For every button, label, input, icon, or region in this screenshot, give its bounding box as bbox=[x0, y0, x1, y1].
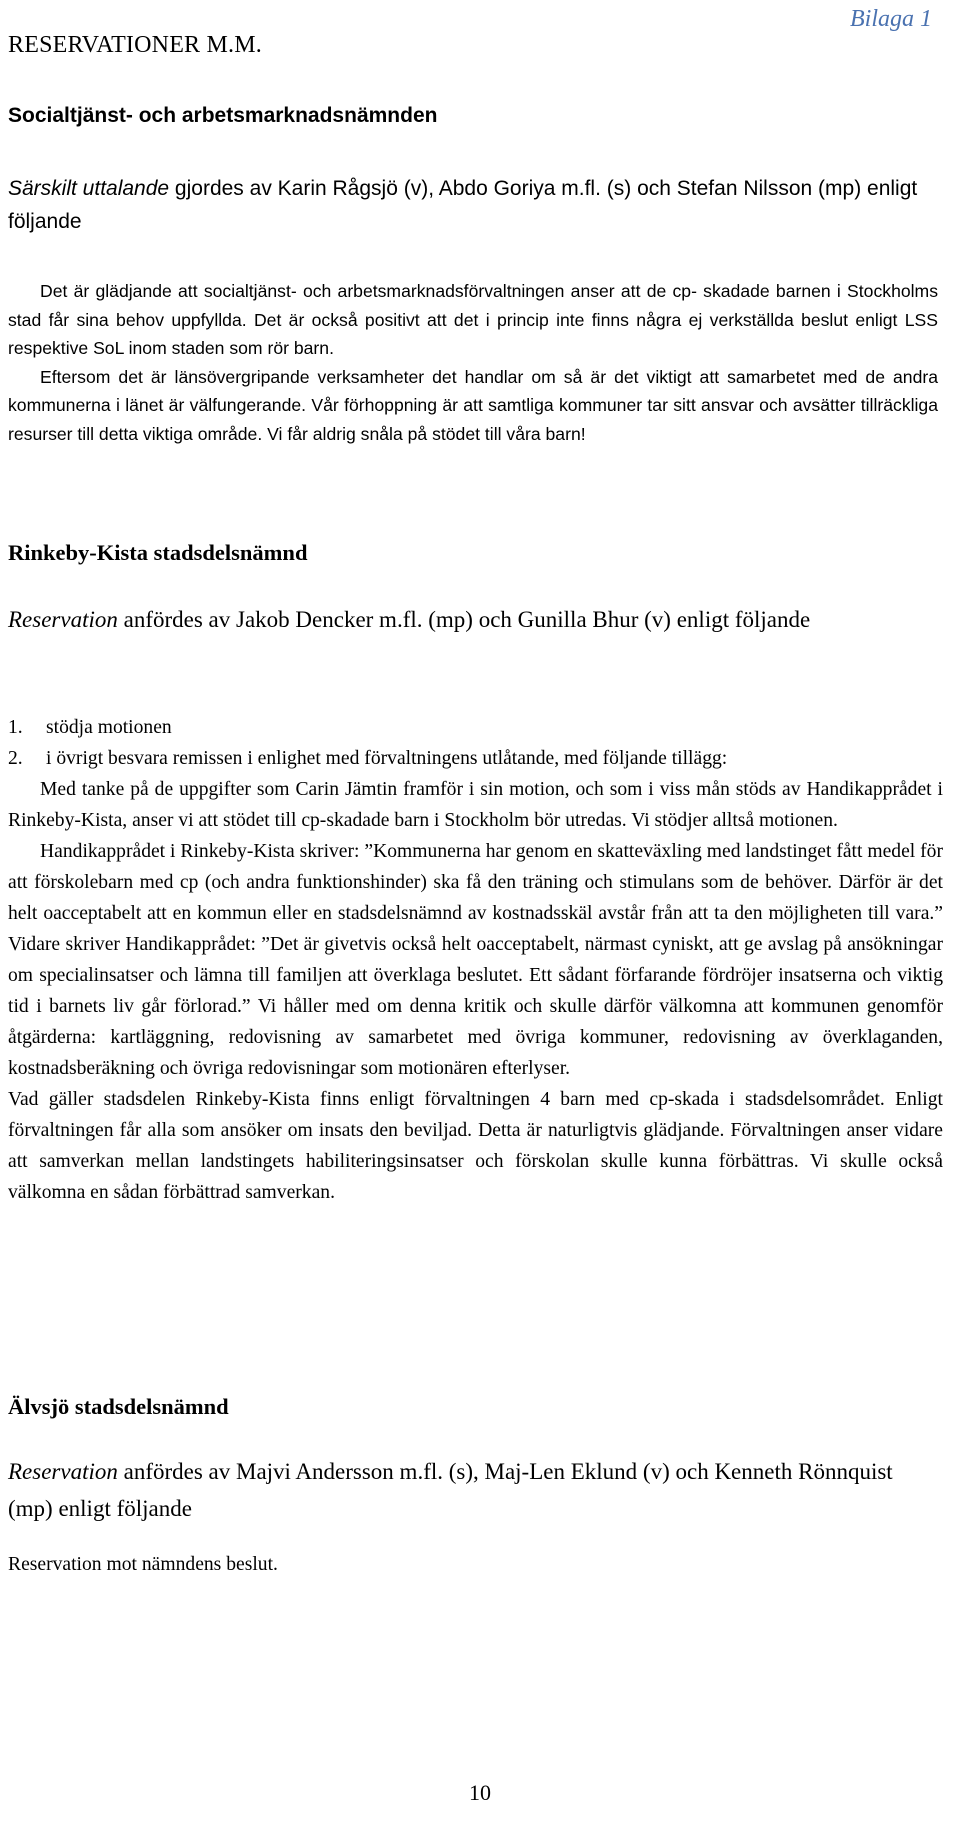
paragraph: Med tanke på de uppgifter som Carin Jämtin framför i sin motion, och som i viss mån stöds av Handikapprådet i Rinkeby-Kista, anser vi att stödet till cp-skadade barn i Stockholm bör utredas. Vi stödjer alltså motionen. bbox=[8, 779, 943, 831]
list-number: 1. bbox=[8, 717, 23, 738]
page-number: 10 bbox=[469, 1780, 491, 1805]
list-number: 2. bbox=[8, 748, 23, 769]
paragraph: Handikapprådet i Rinkeby-Kista skriver: ”Kommunerna har genom en skatteväxling med landstinget fått medel för att förskolebarn med cp (och andra funktionshinder) ska få den träning och stimulans som de behöver. Därför är det helt oacceptabelt att en kommun eller en stadsdelsnämnd av kostnadsskäl avstår från att ta den möjligheten till vara.” Vidare skriver Handikapprådet: ”Det är givetvis också helt oacceptabelt, närmast cyniskt, att ge avslag på ansökningar om specialinsatser och lämna till familjen att överklaga beslutet. Ett sådant förfarande fördröjer insatserna och viktig tid i barnets liv går förlorad.” Vi håller med om denna kritik och skulle därför välkomna att kommunen genomför åtgärderna: kartläggning, redovisning av samarbetet med övriga kommuner, redovisning av överklaganden, kostnadsberäkning och övriga redovisningar som motionären efterlyser. bbox=[8, 841, 943, 1079]
section-body bbox=[8, 277, 938, 449]
section-heading-alvsjo: Älvsjö stadsdelsnämnd bbox=[8, 1394, 229, 1419]
section-intro bbox=[8, 172, 938, 238]
list-item bbox=[8, 712, 943, 743]
list-item bbox=[8, 743, 943, 774]
section-heading-socialtjanst: Socialtjänst- och arbetsmarknadsnämnden bbox=[8, 104, 438, 127]
intro-text: anfördes av Jakob Dencker m.fl. (mp) och Gunilla Bhur (v) enligt följande bbox=[117, 607, 811, 632]
intro-italic: Särskilt uttalande bbox=[8, 177, 170, 200]
section-intro bbox=[8, 602, 938, 638]
intro-text: gjordes av Karin Rågsjö (v), Abdo Goriya m.fl. (s) och Stefan Nilsson (mp) enligt följande bbox=[8, 177, 918, 233]
intro-italic: Reservation bbox=[8, 607, 118, 632]
paragraph: Eftersom det är länsövergripande verksamheter det handlar om så är det viktigt att samarbetet med de andra kommunerna i länet är välfungerande. Vår förhoppning är att samtliga kommuner tar sitt ansvar och avsätter tillräckliga resurser till detta viktiga område. Vi får aldrig snåla på stödet till våra barn! bbox=[8, 366, 938, 444]
intro-text: anfördes av Majvi Andersson m.fl. (s), Maj-Len Eklund (v) och Kenneth Rönnquist (mp) enligt följande bbox=[8, 1459, 893, 1521]
paragraph: Vad gäller stadsdelen Rinkeby-Kista finns enligt förvaltningen 4 barn med cp-skada i stadsdelsområdet. Enligt förvaltningen får alla som ansöker om insats den beviljad. Detta är naturligtvis glädjande. Förvaltningen anser vidare att samverkan mellan landstingets habiliteringsinsatser och förskolan skulle kunna förbättras. Vi skulle också välkomna en sådan förbättrad samverkan. bbox=[8, 1089, 943, 1203]
paragraph: Det är glädjande att socialtjänst- och arbetsmarknadsförvaltningen anser att de cp- skadade barnen i Stockholms stad får sina behov uppfyllda. Det är också positivt att det i princip inte finns några ej verkställda beslut enligt LSS respektive SoL inom staden som rör barn. bbox=[8, 281, 938, 359]
page-header: RESERVATIONER M.M. bbox=[8, 32, 262, 58]
appendix-label: Bilaga 1 bbox=[850, 6, 932, 32]
final-statement: Reservation mot nämndens beslut. bbox=[8, 1554, 278, 1575]
section-heading-rinkeby-kista: Rinkeby-Kista stadsdelsnämnd bbox=[8, 540, 308, 565]
section-body bbox=[8, 712, 943, 1208]
list-text: stödja motionen bbox=[46, 717, 172, 738]
intro-italic: Reservation bbox=[8, 1459, 118, 1484]
section-intro bbox=[8, 1453, 943, 1527]
list-text: i övrigt besvara remissen i enlighet med förvaltningens utlåtande, med följande tillägg: bbox=[46, 748, 728, 769]
